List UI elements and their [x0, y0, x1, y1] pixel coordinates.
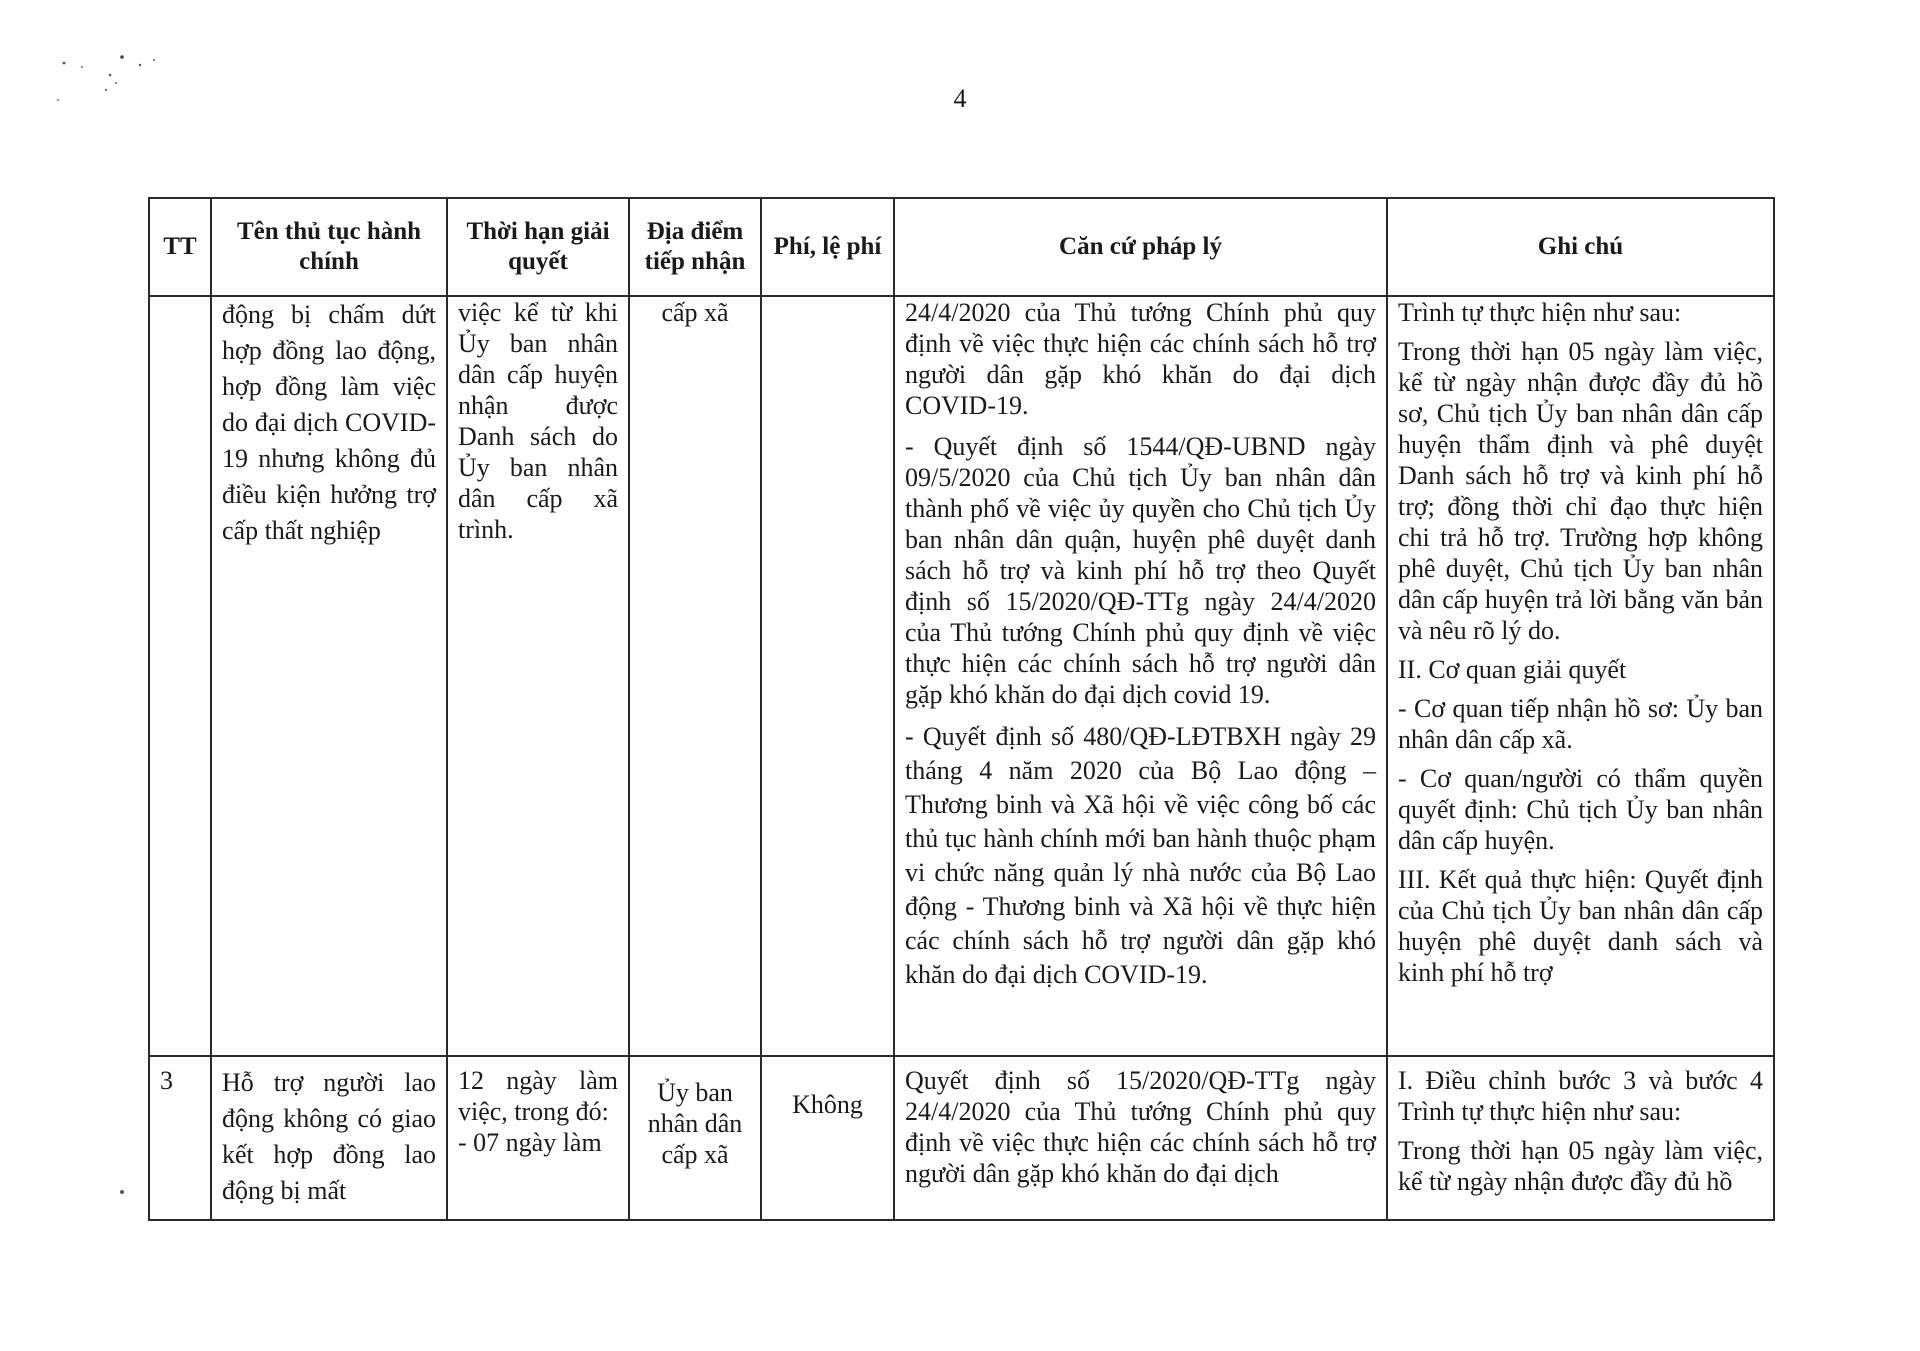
procedure-table — [148, 197, 1775, 1221]
header-deadline: Thời hạn giải quyết — [447, 198, 629, 296]
note-paragraph: Trong thời hạn 05 ngày làm việc, kể từ ngày nhận được đầy đủ hồ — [1398, 1136, 1763, 1196]
note-paragraph: I. Điều chỉnh bước 3 và bước 4 Trình tự thực hiện như sau: — [1398, 1066, 1763, 1126]
header-receiving-place: Địa điểm tiếp nhận — [629, 198, 761, 296]
header-tt: TT — [149, 198, 211, 296]
header-fee: Phí, lệ phí — [761, 198, 894, 296]
note-paragraph: II. Cơ quan giải quyết — [1398, 655, 1627, 684]
cell-tt: 3 — [149, 1056, 211, 1220]
cell-tt — [149, 296, 211, 1056]
cell-fee: Không — [761, 1056, 894, 1220]
cell-legal-basis: Quyết định số 15/2020/QĐ-TTg ngày 24/4/2020 của Thủ tướng Chính phủ quy định về việc thực hiện các chính sách hỗ trợ người dân gặp khó khăn do đại dịch — [894, 1056, 1387, 1220]
cell-notes — [1387, 296, 1774, 1056]
table-header-row — [149, 198, 1774, 296]
deadline-line: 12 ngày làm việc, trong đó: — [458, 1066, 618, 1126]
scan-specks — [50, 48, 170, 118]
cell-procedure-name: Hỗ trợ người lao động không có giao kết hợp đồng lao động bị mất — [211, 1056, 447, 1220]
scan-speck-margin — [118, 1188, 126, 1196]
deadline-line: - 07 ngày làm — [458, 1128, 602, 1157]
cell-deadline — [447, 1056, 629, 1220]
table-row — [149, 1056, 1774, 1220]
note-paragraph: III. Kết quả thực hiện: Quyết định của Chủ tịch Ủy ban nhân dân cấp huyện phê duyệt danh sách và kinh phí hỗ trợ — [1398, 865, 1763, 987]
cell-procedure-name: động bị chấm dứt hợp đồng lao động, hợp đồng làm việc do đại dịch COVID-19 nhưng không đủ điều kiện hưởng trợ cấp thất nghiệp — [211, 296, 447, 1056]
note-paragraph: - Cơ quan tiếp nhận hồ sơ: Ủy ban nhân dân cấp xã. — [1398, 694, 1763, 754]
cell-receiving-place: Ủy ban nhân dân cấp xã — [629, 1056, 761, 1220]
cell-receiving-place: cấp xã — [629, 296, 761, 1056]
page-number: 4 — [953, 84, 967, 113]
legal-paragraph: - Quyết định số 1544/QĐ-UBND ngày 09/5/2020 của Chủ tịch Ủy ban nhân dân thành phố về việc ủy quyền cho Chủ tịch Ủy ban nhân dân quận, huyện phê duyệt danh sách hỗ trợ và kinh phí hỗ trợ theo Quyết định số 15/2020/QĐ-TTg ngày 24/4/2020 của Thủ tướng Chính phủ quy định về việc thực hiện các chính sách hỗ trợ người dân gặp khó khăn do đại dịch covid 19. — [905, 432, 1376, 709]
table-row — [149, 296, 1774, 1056]
cell-fee — [761, 296, 894, 1056]
legal-paragraph: 24/4/2020 của Thủ tướng Chính phủ quy định về việc thực hiện các chính sách hỗ trợ người dân gặp khó khăn do đại dịch COVID-19. — [905, 298, 1376, 420]
header-notes: Ghi chú — [1387, 198, 1774, 296]
header-procedure-name: Tên thủ tục hành chính — [211, 198, 447, 296]
header-legal-basis: Căn cứ pháp lý — [894, 198, 1387, 296]
note-paragraph: - Cơ quan/người có thẩm quyền quyết định: Chủ tịch Ủy ban nhân dân cấp huyện. — [1398, 764, 1763, 855]
cell-deadline: việc kể từ khi Ủy ban nhân dân cấp huyện nhận được Danh sách do Ủy ban nhân dân cấp xã trình. — [447, 296, 629, 1056]
legal-paragraph: - Quyết định số 480/QĐ-LĐTBXH ngày 29 tháng 4 năm 2020 của Bộ Lao động – Thương binh và Xã hội về việc công bố các thủ tục hành chính mới ban hành thuộc phạm vi chức năng quản lý nhà nước của Bộ Lao động - Thương binh và Xã hội về thực hiện các chính sách hỗ trợ người dân gặp khó khăn do đại dịch COVID-19. — [905, 722, 1376, 989]
cell-legal-basis — [894, 296, 1387, 1056]
note-paragraph: Trong thời hạn 05 ngày làm việc, kể từ ngày nhận được đầy đủ hồ sơ, Chủ tịch Ủy ban nhân dân cấp huyện thẩm định và phê duyệt Danh sách hỗ trợ và kinh phí hỗ trợ; đồng thời chỉ đạo thực hiện chi trả hỗ trợ. Trường hợp không phê duyệt, Chủ tịch Ủy ban nhân dân cấp huyện trả lời bằng văn bản và nêu rõ lý do. — [1398, 337, 1763, 645]
cell-notes — [1387, 1056, 1774, 1220]
note-paragraph: Trình tự thực hiện như sau: — [1398, 298, 1682, 327]
